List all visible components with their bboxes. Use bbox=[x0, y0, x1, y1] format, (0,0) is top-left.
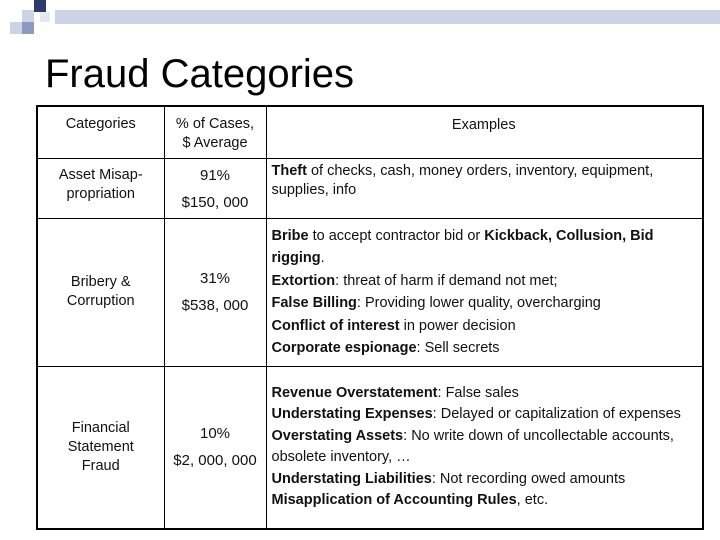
row-examples bbox=[266, 366, 703, 529]
example-term: Understating Expenses bbox=[271, 406, 433, 423]
example-term: Bribe bbox=[271, 227, 309, 244]
category-label-line: Financial bbox=[71, 419, 130, 436]
row-category bbox=[37, 218, 164, 366]
example-item bbox=[272, 162, 697, 200]
example-text: : Sell secrets bbox=[416, 340, 500, 356]
example-text: : threat of harm if demand not met; bbox=[335, 272, 558, 289]
row-category bbox=[37, 366, 164, 529]
example-item bbox=[272, 469, 697, 491]
example-text: : Providing lower quality, overcharging bbox=[356, 295, 601, 311]
category-label-line: Bribery & bbox=[70, 274, 131, 290]
table-row bbox=[37, 366, 703, 529]
example-item bbox=[272, 315, 697, 338]
deco-square bbox=[40, 12, 50, 22]
average-loss: $2, 000, 000 bbox=[173, 452, 257, 470]
table-row bbox=[37, 218, 703, 366]
example-item bbox=[272, 337, 697, 360]
example-term: False Billing bbox=[271, 295, 357, 311]
example-text: . bbox=[320, 250, 325, 266]
header-categories: Categories bbox=[37, 106, 164, 158]
example-term: Misapplication of Accounting Rules bbox=[271, 492, 517, 509]
row-percent bbox=[164, 158, 266, 218]
percent-of-cases: 31% bbox=[199, 270, 231, 287]
example-text: , etc. bbox=[516, 492, 549, 509]
example-item bbox=[272, 270, 697, 293]
category-label-line: propriation bbox=[66, 185, 135, 202]
example-item bbox=[272, 404, 697, 426]
header-percent-line2: $ Average bbox=[182, 135, 248, 151]
example-term: Revenue Overstatement bbox=[271, 384, 438, 401]
example-text: : Delayed or capitalization of expenses bbox=[432, 406, 681, 423]
table-row bbox=[37, 158, 703, 218]
example-text: of checks, cash, money orders, inventory, equipment, supplies, info bbox=[271, 162, 654, 198]
example-term: Corporate espionage bbox=[271, 340, 417, 356]
deco-square bbox=[22, 22, 34, 34]
example-term: Overstating Assets bbox=[271, 427, 404, 444]
example-item bbox=[272, 225, 697, 270]
deco-bar bbox=[55, 10, 720, 24]
example-text: : False sales bbox=[437, 384, 519, 401]
deco-square bbox=[22, 10, 34, 22]
category-label-line: Corruption bbox=[66, 293, 135, 309]
fraud-table bbox=[36, 105, 704, 530]
percent-of-cases: 10% bbox=[199, 425, 231, 443]
slide-title: Fraud Categories bbox=[45, 52, 355, 96]
deco-square bbox=[10, 22, 22, 34]
title-decoration bbox=[0, 0, 720, 40]
example-term: Kickback, Collusion, Bid rigging bbox=[271, 227, 654, 266]
percent-of-cases: 91% bbox=[199, 166, 231, 184]
example-item bbox=[272, 490, 697, 512]
example-text: : Not recording owed amounts bbox=[431, 470, 626, 487]
row-percent bbox=[164, 218, 266, 366]
deco-square bbox=[34, 0, 46, 12]
row-examples bbox=[266, 218, 703, 366]
example-item bbox=[272, 383, 697, 405]
row-category bbox=[37, 158, 164, 218]
row-examples bbox=[266, 158, 703, 218]
category-label-line: Fraud bbox=[81, 457, 120, 474]
header-examples: Examples bbox=[266, 106, 703, 158]
example-text: in power decision bbox=[399, 317, 516, 334]
example-term: Theft bbox=[271, 162, 307, 179]
average-loss: $538, 000 bbox=[181, 297, 249, 314]
example-term: Conflict of interest bbox=[271, 317, 400, 334]
example-text: : No write down of uncollectable accounts, obsolete inventory, … bbox=[271, 427, 674, 466]
example-term: Extortion bbox=[271, 272, 336, 289]
header-percent bbox=[164, 106, 266, 158]
example-item bbox=[272, 426, 697, 469]
average-loss: $150, 000 bbox=[181, 193, 249, 211]
header-percent-line1: % of Cases, bbox=[175, 116, 255, 132]
example-term: Understating Liabilities bbox=[271, 470, 432, 487]
row-percent bbox=[164, 366, 266, 529]
table-header-row bbox=[37, 106, 703, 158]
example-text: to accept contractor bid or bbox=[308, 227, 485, 244]
category-label-line: Statement bbox=[67, 438, 134, 455]
category-label-line: Asset Misap- bbox=[58, 166, 143, 183]
example-item bbox=[272, 292, 697, 315]
